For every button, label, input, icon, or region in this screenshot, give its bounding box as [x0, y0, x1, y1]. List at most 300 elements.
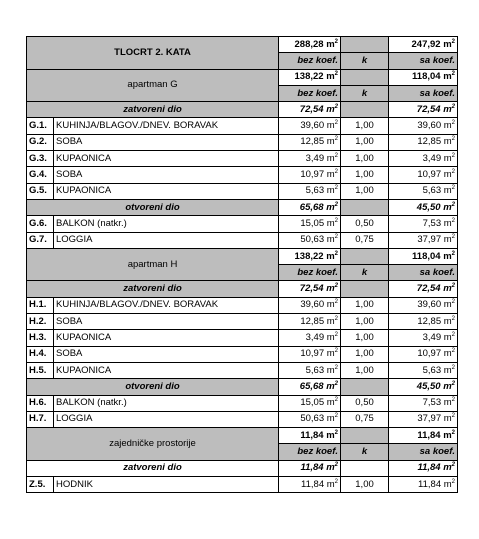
room-area-coefficient: [389, 297, 458, 313]
room-code: [27, 362, 54, 378]
floor-bez-label: [279, 53, 341, 69]
apartment-1-header-row: [27, 69, 458, 85]
apartment-2-closed-k-blank: [341, 281, 389, 297]
unit-superscript: 2: [334, 315, 339, 322]
room-code: [27, 167, 54, 183]
apartment-1-k-label-text: k: [361, 87, 368, 99]
apartment-1-closed-label-text: zatvoreni dio: [123, 103, 182, 115]
unit-superscript: 2: [451, 201, 456, 208]
room-code-text: H.3.: [29, 331, 47, 343]
room-area-coefficient-text: 7,53 m: [422, 397, 452, 409]
unit-superscript: 2: [451, 234, 456, 241]
apartment-1-open-row: [27, 199, 458, 215]
room-area-coefficient-text: 12,85 m: [417, 136, 452, 148]
room-area-coefficient-text: 10,97 m: [417, 348, 452, 360]
apartment-2-total-sa: [389, 248, 458, 264]
unit-superscript: 2: [334, 299, 339, 306]
room-name-text: SOBA: [56, 136, 83, 148]
apartment-1-total-bez-text: 138,22 m: [294, 71, 335, 83]
room-name: [54, 362, 279, 378]
floor-sa-label: [389, 53, 458, 69]
room-area-text: 3,49 m: [305, 152, 335, 164]
room-area-coefficient: [389, 395, 458, 411]
room-row: [27, 330, 458, 346]
room-area-coefficient-text: 3,49 m: [422, 152, 452, 164]
unit-superscript: 2: [334, 152, 339, 159]
room-coefficient-text: 1,00: [355, 348, 374, 360]
apartment-1-closed-label: [27, 102, 279, 118]
room-name-text: KUPAONICA: [56, 331, 112, 343]
room-name: [54, 167, 279, 183]
room-coefficient: [341, 395, 389, 411]
apartment-1-closed-k-blank: [341, 102, 389, 118]
room-area-text: 11,84 m: [301, 478, 335, 490]
common-title-text: zajedničke prostorije: [109, 437, 196, 449]
common-bez-label: [279, 444, 341, 460]
room-row: [27, 134, 458, 150]
unit-superscript: 2: [451, 71, 456, 78]
apartment-2-closed-label: [27, 281, 279, 297]
room-area-coefficient: [389, 411, 458, 427]
room-area-coefficient: [389, 362, 458, 378]
room-code-text: H.4.: [29, 348, 47, 360]
room-code-text: G.4.: [29, 169, 47, 181]
room-area-coefficient-text: 7,53 m: [422, 217, 452, 229]
unit-superscript: 2: [451, 299, 456, 306]
unit-superscript: 2: [451, 315, 456, 322]
room-area-text: 5,63 m: [305, 364, 335, 376]
room-name-text: LOGGIA: [56, 234, 93, 246]
room-coefficient: [341, 314, 389, 330]
unit-superscript: 2: [334, 348, 339, 355]
room-coefficient: [341, 411, 389, 427]
unit-superscript: 2: [334, 136, 339, 143]
room-coefficient-text: 0,50: [355, 397, 374, 409]
unit-superscript: 2: [451, 120, 456, 127]
room-area-coefficient: [389, 183, 458, 199]
apartment-2-closed-sa-text: 72,54 m: [416, 283, 452, 295]
apartment-1-sa-label-text: sa koef.: [419, 87, 456, 99]
apartment-2-bez-label-text: bez koef.: [297, 266, 339, 278]
room-area-coefficient: [389, 330, 458, 346]
common-title: [27, 428, 279, 461]
room-code: [27, 395, 54, 411]
room-code: [27, 330, 54, 346]
room-coefficient-text: 1,00: [355, 299, 374, 311]
room-area: [279, 297, 341, 313]
room-area-text: 10,97 m: [300, 348, 335, 360]
common-bez-label-text: bez koef.: [297, 446, 339, 458]
room-coefficient-text: 1,00: [355, 169, 374, 181]
common-total-bez-text: 11,84 m: [300, 429, 335, 441]
room-coefficient-text: 1,00: [355, 478, 374, 490]
room-area-text: 5,63 m: [305, 185, 335, 197]
room-name-text: HODNIK: [56, 478, 93, 490]
room-name-text: KUPAONICA: [56, 152, 112, 164]
room-area-text: 15,05 m: [300, 397, 335, 409]
apartment-2-closed-label-text: zatvoreni dio: [123, 283, 182, 295]
room-area: [279, 151, 341, 167]
room-name: [54, 477, 279, 493]
common-closed-sa-text: 11,84 m: [417, 462, 452, 474]
common-closed-label: [27, 460, 279, 476]
apartment-2-total-sa-text: 118,04 m: [412, 250, 452, 262]
room-coefficient: [341, 362, 389, 378]
unit-superscript: 2: [334, 38, 339, 45]
room-code: [27, 183, 54, 199]
apartment-2-open-bez-text: 65,68 m: [299, 380, 335, 392]
floor-total-sa: [389, 37, 458, 53]
floor-total-bez: [279, 37, 341, 53]
apartment-2-open-row: [27, 379, 458, 395]
area-table: [26, 36, 458, 493]
unit-superscript: 2: [451, 136, 456, 143]
room-name-text: KUHINJA/BLAGOV./DNEV. BORAVAK: [56, 299, 219, 311]
apartment-2-bez-label: [279, 265, 341, 281]
apartment-2-k-label: [341, 265, 389, 281]
unit-superscript: 2: [451, 152, 456, 159]
apartment-2-title-text: apartman H: [127, 258, 178, 270]
room-area: [279, 314, 341, 330]
room-area: [279, 395, 341, 411]
room-row: [27, 216, 458, 232]
room-row: [27, 151, 458, 167]
apartment-2-open-label: [27, 379, 279, 395]
room-row: [27, 167, 458, 183]
room-area-text: 50,63 m: [300, 413, 335, 425]
apartment-2-open-label-text: otvoreni dio: [125, 380, 180, 392]
unit-superscript: 2: [334, 462, 339, 469]
apartment-2-title: [27, 248, 279, 281]
unit-superscript: 2: [451, 429, 456, 436]
room-coefficient: [341, 118, 389, 134]
room-code: [27, 118, 54, 134]
unit-superscript: 2: [334, 250, 339, 257]
common-sa-label: [389, 444, 458, 460]
room-coefficient: [341, 134, 389, 150]
room-code: [27, 134, 54, 150]
apartment-2-k-label-text: k: [361, 266, 368, 278]
room-area-coefficient-text: 39,60 m: [417, 120, 452, 132]
unit-superscript: 2: [334, 217, 339, 224]
floor-sa-label-text: sa koef.: [419, 54, 456, 66]
unit-superscript: 2: [451, 38, 456, 45]
room-area-text: 15,05 m: [300, 217, 335, 229]
unit-superscript: 2: [451, 250, 456, 257]
apartment-1-closed-sa-text: 72,54 m: [416, 103, 452, 115]
floor-k-label-text: k: [361, 54, 368, 66]
room-code-text: H.7.: [29, 413, 47, 425]
area-table-body: [27, 37, 458, 493]
unit-superscript: 2: [451, 462, 456, 469]
room-area: [279, 346, 341, 362]
room-coefficient-text: 1,00: [355, 331, 374, 343]
room-area-text: 10,97 m: [300, 169, 335, 181]
apartment-2-total-k-blank: [341, 248, 389, 264]
apartment-2-closed-sa: [389, 281, 458, 297]
floor-bez-label-text: bez koef.: [297, 54, 339, 66]
apartment-1-open-label: [27, 199, 279, 215]
room-area-coefficient: [389, 346, 458, 362]
apartment-1-title: [27, 69, 279, 102]
apartment-2-header-row: [27, 248, 458, 264]
room-code-text: G.3.: [29, 152, 47, 164]
unit-superscript: 2: [334, 364, 339, 371]
common-closed-bez: [279, 460, 341, 476]
unit-superscript: 2: [451, 331, 456, 338]
room-row: [27, 346, 458, 362]
common-closed-sa: [389, 460, 458, 476]
apartment-1-closed-sa: [389, 102, 458, 118]
apartment-2-sa-label-text: sa koef.: [419, 266, 456, 278]
room-coefficient-text: 1,00: [355, 185, 374, 197]
room-area: [279, 477, 341, 493]
room-area-coefficient-text: 5,63 m: [422, 364, 452, 376]
room-code: [27, 232, 54, 248]
room-area: [279, 183, 341, 199]
apartment-1-closed-bez: [279, 102, 341, 118]
room-code: [27, 216, 54, 232]
room-code-text: H.5.: [29, 364, 47, 376]
common-total-bez: [279, 428, 341, 444]
room-coefficient-text: 1,00: [355, 120, 374, 132]
room-row: [27, 183, 458, 199]
apartment-2-closed-row: [27, 281, 458, 297]
room-row: [27, 118, 458, 134]
room-row: [27, 232, 458, 248]
unit-superscript: 2: [451, 478, 456, 485]
apartment-1-open-k-blank: [341, 199, 389, 215]
room-coefficient: [341, 183, 389, 199]
apartment-1-open-bez: [279, 199, 341, 215]
room-code: [27, 346, 54, 362]
room-coefficient: [341, 167, 389, 183]
apartment-1-sa-label: [389, 85, 458, 101]
room-name: [54, 183, 279, 199]
room-area-coefficient: [389, 134, 458, 150]
unit-superscript: 2: [334, 169, 339, 176]
room-code-text: Z.5.: [29, 478, 46, 490]
apartment-2-total-bez: [279, 248, 341, 264]
apartment-1-title-text: apartman G: [127, 79, 178, 91]
apartment-1-total-sa-text: 118,04 m: [412, 71, 452, 83]
apartment-2-open-k-blank: [341, 379, 389, 395]
room-code: [27, 314, 54, 330]
room-name-text: KUPAONICA: [56, 364, 112, 376]
room-area-coefficient-text: 37,97 m: [417, 234, 452, 246]
apartment-2-closed-bez-text: 72,54 m: [299, 283, 335, 295]
unit-superscript: 2: [334, 234, 339, 241]
apartment-1-bez-label-text: bez koef.: [297, 87, 339, 99]
room-name: [54, 297, 279, 313]
room-row: [27, 395, 458, 411]
room-name: [54, 151, 279, 167]
room-area: [279, 330, 341, 346]
unit-superscript: 2: [334, 413, 339, 420]
apartment-2-open-sa: [389, 379, 458, 395]
room-area-coefficient: [389, 216, 458, 232]
room-row: [27, 297, 458, 313]
room-area-coefficient-text: 3,49 m: [422, 331, 452, 343]
unit-superscript: 2: [334, 380, 339, 387]
room-code: [27, 151, 54, 167]
room-code-text: H.6.: [29, 397, 47, 409]
unit-superscript: 2: [334, 331, 339, 338]
floor-total-sa-text: 247,92 m: [411, 38, 452, 50]
room-name: [54, 118, 279, 134]
unit-superscript: 2: [451, 364, 456, 371]
room-area: [279, 232, 341, 248]
unit-superscript: 2: [334, 185, 339, 192]
room-code: [27, 477, 54, 493]
common-closed-row: [27, 460, 458, 476]
room-coefficient-text: 0,75: [355, 234, 374, 246]
apartment-1-k-label: [341, 85, 389, 101]
room-coefficient: [341, 477, 389, 493]
room-name: [54, 232, 279, 248]
floor-total-k-blank: [341, 37, 389, 53]
floor-header-row: [27, 37, 458, 53]
room-area-text: 12,85 m: [300, 136, 335, 148]
room-area-coefficient-text: 10,97 m: [417, 169, 452, 181]
apartment-1-open-sa-text: 45,50 m: [416, 201, 452, 213]
room-area-coefficient-text: 12,85 m: [417, 315, 452, 327]
apartment-2-closed-bez: [279, 281, 341, 297]
room-code-text: G.5.: [29, 185, 47, 197]
room-area-coefficient-text: 37,97 m: [417, 413, 452, 425]
common-total-sa: [389, 428, 458, 444]
room-area-coefficient-text: 5,63 m: [422, 185, 452, 197]
apartment-1-bez-label: [279, 85, 341, 101]
room-code-text: G.7.: [29, 234, 47, 246]
room-code-text: G.2.: [29, 136, 47, 148]
unit-superscript: 2: [334, 120, 339, 127]
room-coefficient: [341, 151, 389, 167]
room-coefficient: [341, 216, 389, 232]
room-name-text: SOBA: [56, 348, 83, 360]
apartment-1-total-sa: [389, 69, 458, 85]
room-area: [279, 411, 341, 427]
room-name: [54, 346, 279, 362]
room-name: [54, 216, 279, 232]
room-name: [54, 134, 279, 150]
common-header-row: [27, 428, 458, 444]
room-code: [27, 297, 54, 313]
room-area-text: 50,63 m: [300, 234, 335, 246]
room-area-text: 12,85 m: [300, 315, 335, 327]
room-area-coefficient: [389, 118, 458, 134]
unit-superscript: 2: [334, 478, 339, 485]
room-coefficient: [341, 330, 389, 346]
room-area-text: 39,60 m: [300, 299, 335, 311]
room-coefficient-text: 1,00: [355, 136, 374, 148]
unit-superscript: 2: [334, 103, 339, 110]
room-code-text: G.6.: [29, 217, 47, 229]
apartment-1-closed-bez-text: 72,54 m: [299, 103, 335, 115]
room-area-text: 3,49 m: [305, 331, 335, 343]
unit-superscript: 2: [334, 397, 339, 404]
room-area-coefficient: [389, 167, 458, 183]
common-k-label-text: k: [361, 446, 368, 458]
room-row: [27, 362, 458, 378]
unit-superscript: 2: [451, 348, 456, 355]
unit-superscript: 2: [334, 283, 339, 290]
unit-superscript: 2: [451, 380, 456, 387]
room-name-text: BALKON (natkr.): [56, 217, 127, 229]
room-name-text: BALKON (natkr.): [56, 397, 127, 409]
apartment-1-closed-row: [27, 102, 458, 118]
room-row: [27, 411, 458, 427]
apartment-1-open-label-text: otvoreni dio: [125, 201, 180, 213]
room-row: [27, 314, 458, 330]
common-closed-label-text: zatvoreni dio: [123, 462, 182, 474]
apartment-1-open-bez-text: 65,68 m: [299, 201, 335, 213]
unit-superscript: 2: [451, 397, 456, 404]
common-closed-k-blank: [341, 460, 389, 476]
room-name: [54, 330, 279, 346]
room-code: [27, 411, 54, 427]
apartment-1-open-sa: [389, 199, 458, 215]
room-area: [279, 216, 341, 232]
unit-superscript: 2: [334, 429, 339, 436]
apartment-2-total-bez-text: 138,22 m: [294, 250, 335, 262]
room-area-coefficient-text: 11,84 m: [418, 478, 452, 490]
room-area: [279, 134, 341, 150]
room-coefficient-text: 0,50: [355, 217, 374, 229]
common-total-sa-text: 11,84 m: [417, 429, 452, 441]
room-name-text: SOBA: [56, 315, 83, 327]
common-closed-bez-text: 11,84 m: [300, 462, 335, 474]
room-area: [279, 118, 341, 134]
apartment-2-sa-label: [389, 265, 458, 281]
room-area: [279, 362, 341, 378]
room-coefficient: [341, 232, 389, 248]
common-k-label: [341, 444, 389, 460]
common-sa-label-text: sa koef.: [419, 446, 456, 458]
unit-superscript: 2: [451, 185, 456, 192]
room-area-text: 39,60 m: [300, 120, 335, 132]
room-code-text: H.1.: [29, 299, 47, 311]
room-coefficient-text: 1,00: [355, 364, 374, 376]
room-name-text: KUPAONICA: [56, 185, 112, 197]
room-coefficient-text: 1,00: [355, 315, 374, 327]
room-row: [27, 477, 458, 493]
room-coefficient: [341, 297, 389, 313]
room-name: [54, 314, 279, 330]
unit-superscript: 2: [451, 283, 456, 290]
room-name-text: SOBA: [56, 169, 83, 181]
room-area-coefficient: [389, 151, 458, 167]
unit-superscript: 2: [334, 71, 339, 78]
unit-superscript: 2: [451, 217, 456, 224]
apartment-2-open-bez: [279, 379, 341, 395]
unit-superscript: 2: [451, 103, 456, 110]
floor-title: [27, 37, 279, 70]
room-name-text: LOGGIA: [56, 413, 93, 425]
room-name: [54, 411, 279, 427]
common-total-k-blank: [341, 428, 389, 444]
room-coefficient-text: 1,00: [355, 152, 374, 164]
room-coefficient-text: 0,75: [355, 413, 374, 425]
apartment-1-total-bez: [279, 69, 341, 85]
floor-title-text: TLOCRT 2. KATA: [114, 46, 191, 58]
unit-superscript: 2: [451, 169, 456, 176]
room-name-text: KUHINJA/BLAGOV./DNEV. BORAVAK: [56, 120, 219, 132]
room-area-coefficient: [389, 232, 458, 248]
apartment-2-open-sa-text: 45,50 m: [416, 380, 452, 392]
floor-k-label: [341, 53, 389, 69]
unit-superscript: 2: [334, 201, 339, 208]
